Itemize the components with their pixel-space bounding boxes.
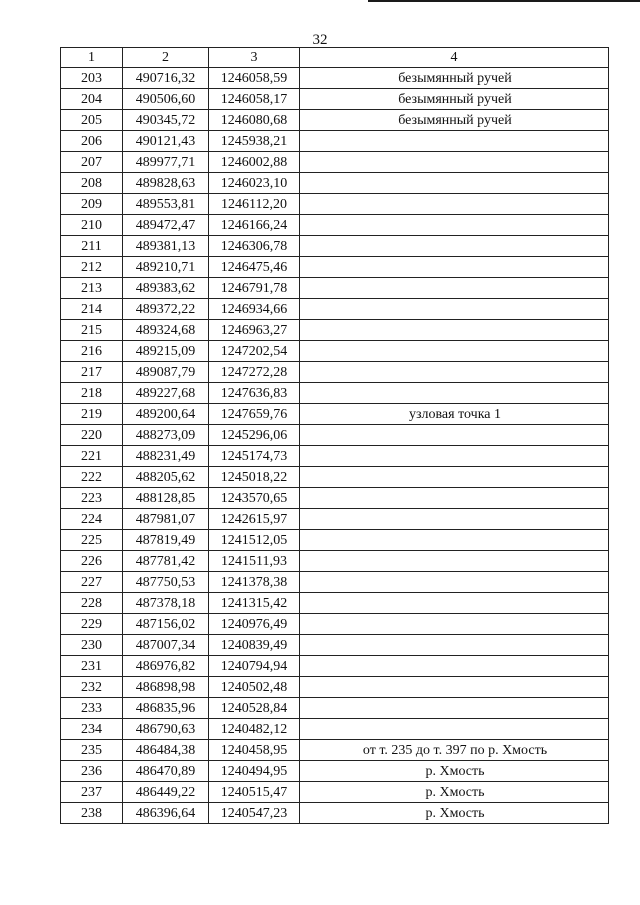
y-coordinate-cell: 1240839,49 (209, 635, 300, 656)
table-row (61, 782, 609, 803)
table-row (61, 320, 609, 341)
point-number-cell: 237 (61, 782, 123, 803)
y-coordinate-cell: 1241378,38 (209, 572, 300, 593)
table-row (61, 761, 609, 782)
table-row (61, 131, 609, 152)
point-number-cell: 213 (61, 278, 123, 299)
table-row (61, 404, 609, 425)
description-cell (300, 362, 609, 383)
point-number-cell: 236 (61, 761, 123, 782)
table-row (61, 194, 609, 215)
description-cell (300, 278, 609, 299)
point-number-cell: 234 (61, 719, 123, 740)
x-coordinate-cell: 487007,34 (123, 635, 209, 656)
description-cell: узловая точка 1 (300, 404, 609, 425)
point-number-cell: 209 (61, 194, 123, 215)
x-coordinate-cell: 489087,79 (123, 362, 209, 383)
point-number-cell: 226 (61, 551, 123, 572)
table-row (61, 68, 609, 89)
x-coordinate-cell: 490716,32 (123, 68, 209, 89)
y-coordinate-cell: 1246963,27 (209, 320, 300, 341)
x-coordinate-cell: 489200,64 (123, 404, 209, 425)
y-coordinate-cell: 1246934,66 (209, 299, 300, 320)
description-cell: р. Хмость (300, 761, 609, 782)
y-coordinate-cell: 1240528,84 (209, 698, 300, 719)
y-coordinate-cell: 1240976,49 (209, 614, 300, 635)
point-number-cell: 211 (61, 236, 123, 257)
y-coordinate-cell: 1247636,83 (209, 383, 300, 404)
description-cell: р. Хмость (300, 803, 609, 824)
x-coordinate-cell: 490506,60 (123, 89, 209, 110)
y-coordinate-cell: 1240502,48 (209, 677, 300, 698)
x-coordinate-cell: 487378,18 (123, 593, 209, 614)
x-coordinate-cell: 486396,64 (123, 803, 209, 824)
table-row (61, 299, 609, 320)
y-coordinate-cell: 1240515,47 (209, 782, 300, 803)
description-cell (300, 551, 609, 572)
x-coordinate-cell: 487750,53 (123, 572, 209, 593)
y-coordinate-cell: 1247202,54 (209, 341, 300, 362)
table-row (61, 509, 609, 530)
point-number-cell: 220 (61, 425, 123, 446)
point-number-cell: 222 (61, 467, 123, 488)
table-row (61, 362, 609, 383)
description-cell (300, 719, 609, 740)
table-row (61, 110, 609, 131)
point-number-cell: 233 (61, 698, 123, 719)
x-coordinate-cell: 486790,63 (123, 719, 209, 740)
point-number-cell: 224 (61, 509, 123, 530)
description-cell (300, 215, 609, 236)
y-coordinate-cell: 1242615,97 (209, 509, 300, 530)
x-coordinate-cell: 488128,85 (123, 488, 209, 509)
y-coordinate-cell: 1240458,95 (209, 740, 300, 761)
column-header-point-number: 1 (61, 48, 123, 68)
description-cell (300, 152, 609, 173)
point-number-cell: 232 (61, 677, 123, 698)
point-number-cell: 235 (61, 740, 123, 761)
description-cell (300, 236, 609, 257)
table-row (61, 740, 609, 761)
point-number-cell: 218 (61, 383, 123, 404)
x-coordinate-cell: 487819,49 (123, 530, 209, 551)
description-cell (300, 173, 609, 194)
y-coordinate-cell: 1245938,21 (209, 131, 300, 152)
description-cell (300, 299, 609, 320)
table-row (61, 551, 609, 572)
point-number-cell: 212 (61, 257, 123, 278)
column-header-x-coordinate: 2 (123, 48, 209, 68)
x-coordinate-cell: 487981,07 (123, 509, 209, 530)
y-coordinate-cell: 1245296,06 (209, 425, 300, 446)
description-cell: от т. 235 до т. 397 по р. Хмость (300, 740, 609, 761)
description-cell (300, 698, 609, 719)
point-number-cell: 203 (61, 68, 123, 89)
table-row (61, 677, 609, 698)
table-row (61, 803, 609, 824)
table-row (61, 173, 609, 194)
x-coordinate-cell: 489372,22 (123, 299, 209, 320)
point-number-cell: 231 (61, 656, 123, 677)
x-coordinate-cell: 486898,98 (123, 677, 209, 698)
y-coordinate-cell: 1247272,28 (209, 362, 300, 383)
table-row (61, 572, 609, 593)
y-coordinate-cell: 1240547,23 (209, 803, 300, 824)
table-row (61, 215, 609, 236)
table-row (61, 383, 609, 404)
x-coordinate-cell: 489210,71 (123, 257, 209, 278)
point-number-cell: 205 (61, 110, 123, 131)
y-coordinate-cell: 1241315,42 (209, 593, 300, 614)
point-number-cell: 206 (61, 131, 123, 152)
table-row (61, 635, 609, 656)
y-coordinate-cell: 1247659,76 (209, 404, 300, 425)
description-cell (300, 677, 609, 698)
y-coordinate-cell: 1246002,88 (209, 152, 300, 173)
table-row (61, 341, 609, 362)
description-cell (300, 635, 609, 656)
y-coordinate-cell: 1241512,05 (209, 530, 300, 551)
description-cell (300, 341, 609, 362)
table-row (61, 593, 609, 614)
point-number-cell: 230 (61, 635, 123, 656)
y-coordinate-cell: 1240794,94 (209, 656, 300, 677)
description-cell: безымянный ручей (300, 110, 609, 131)
description-cell (300, 320, 609, 341)
y-coordinate-cell: 1243570,65 (209, 488, 300, 509)
y-coordinate-cell: 1246791,78 (209, 278, 300, 299)
y-coordinate-cell: 1246080,68 (209, 110, 300, 131)
table-row (61, 425, 609, 446)
x-coordinate-cell: 486976,82 (123, 656, 209, 677)
y-coordinate-cell: 1246306,78 (209, 236, 300, 257)
y-coordinate-cell: 1246058,17 (209, 89, 300, 110)
description-cell (300, 467, 609, 488)
point-number-cell: 223 (61, 488, 123, 509)
x-coordinate-cell: 489472,47 (123, 215, 209, 236)
table-row (61, 236, 609, 257)
y-coordinate-cell: 1245018,22 (209, 467, 300, 488)
y-coordinate-cell: 1246112,20 (209, 194, 300, 215)
description-cell (300, 656, 609, 677)
y-coordinate-cell: 1246166,24 (209, 215, 300, 236)
x-coordinate-cell: 489215,09 (123, 341, 209, 362)
x-coordinate-cell: 486484,38 (123, 740, 209, 761)
point-number-cell: 229 (61, 614, 123, 635)
table-row (61, 488, 609, 509)
point-number-cell: 228 (61, 593, 123, 614)
point-number-cell: 207 (61, 152, 123, 173)
x-coordinate-cell: 490345,72 (123, 110, 209, 131)
x-coordinate-cell: 488273,09 (123, 425, 209, 446)
table-row (61, 719, 609, 740)
table-row (61, 152, 609, 173)
table-row (61, 656, 609, 677)
point-number-cell: 217 (61, 362, 123, 383)
description-cell (300, 425, 609, 446)
x-coordinate-cell: 489553,81 (123, 194, 209, 215)
point-number-cell: 210 (61, 215, 123, 236)
y-coordinate-cell: 1240494,95 (209, 761, 300, 782)
point-number-cell: 221 (61, 446, 123, 467)
description-cell: безымянный ручей (300, 68, 609, 89)
x-coordinate-cell: 489828,63 (123, 173, 209, 194)
description-cell (300, 488, 609, 509)
description-cell (300, 572, 609, 593)
x-coordinate-cell: 489977,71 (123, 152, 209, 173)
x-coordinate-cell: 486835,96 (123, 698, 209, 719)
y-coordinate-cell: 1246023,10 (209, 173, 300, 194)
point-number-cell: 214 (61, 299, 123, 320)
description-cell (300, 530, 609, 551)
point-number-cell: 238 (61, 803, 123, 824)
column-header-y-coordinate: 3 (209, 48, 300, 68)
point-number-cell: 219 (61, 404, 123, 425)
column-header-description: 4 (300, 48, 609, 68)
table-row (61, 89, 609, 110)
table-row (61, 530, 609, 551)
x-coordinate-cell: 488205,62 (123, 467, 209, 488)
description-cell (300, 131, 609, 152)
scan-edge-line (368, 0, 640, 2)
table-row (61, 257, 609, 278)
table-row (61, 446, 609, 467)
point-number-cell: 215 (61, 320, 123, 341)
description-cell: безымянный ручей (300, 89, 609, 110)
description-cell (300, 257, 609, 278)
coordinates-table (60, 47, 609, 824)
page-number: 32 (312, 32, 328, 48)
header-row (61, 48, 609, 68)
x-coordinate-cell: 489324,68 (123, 320, 209, 341)
description-cell (300, 509, 609, 530)
description-cell (300, 194, 609, 215)
table-row (61, 278, 609, 299)
point-number-cell: 216 (61, 341, 123, 362)
x-coordinate-cell: 489383,62 (123, 278, 209, 299)
description-cell (300, 446, 609, 467)
description-cell (300, 383, 609, 404)
table-row (61, 614, 609, 635)
y-coordinate-cell: 1241511,93 (209, 551, 300, 572)
description-cell: р. Хмость (300, 782, 609, 803)
y-coordinate-cell: 1245174,73 (209, 446, 300, 467)
x-coordinate-cell: 486470,89 (123, 761, 209, 782)
point-number-cell: 225 (61, 530, 123, 551)
x-coordinate-cell: 487781,42 (123, 551, 209, 572)
x-coordinate-cell: 490121,43 (123, 131, 209, 152)
description-cell (300, 593, 609, 614)
table-body (61, 68, 609, 824)
x-coordinate-cell: 486449,22 (123, 782, 209, 803)
y-coordinate-cell: 1246058,59 (209, 68, 300, 89)
x-coordinate-cell: 487156,02 (123, 614, 209, 635)
point-number-cell: 204 (61, 89, 123, 110)
point-number-cell: 208 (61, 173, 123, 194)
point-number-cell: 227 (61, 572, 123, 593)
y-coordinate-cell: 1246475,46 (209, 257, 300, 278)
x-coordinate-cell: 488231,49 (123, 446, 209, 467)
x-coordinate-cell: 489381,13 (123, 236, 209, 257)
description-cell (300, 614, 609, 635)
table-row (61, 467, 609, 488)
x-coordinate-cell: 489227,68 (123, 383, 209, 404)
table-row (61, 698, 609, 719)
y-coordinate-cell: 1240482,12 (209, 719, 300, 740)
